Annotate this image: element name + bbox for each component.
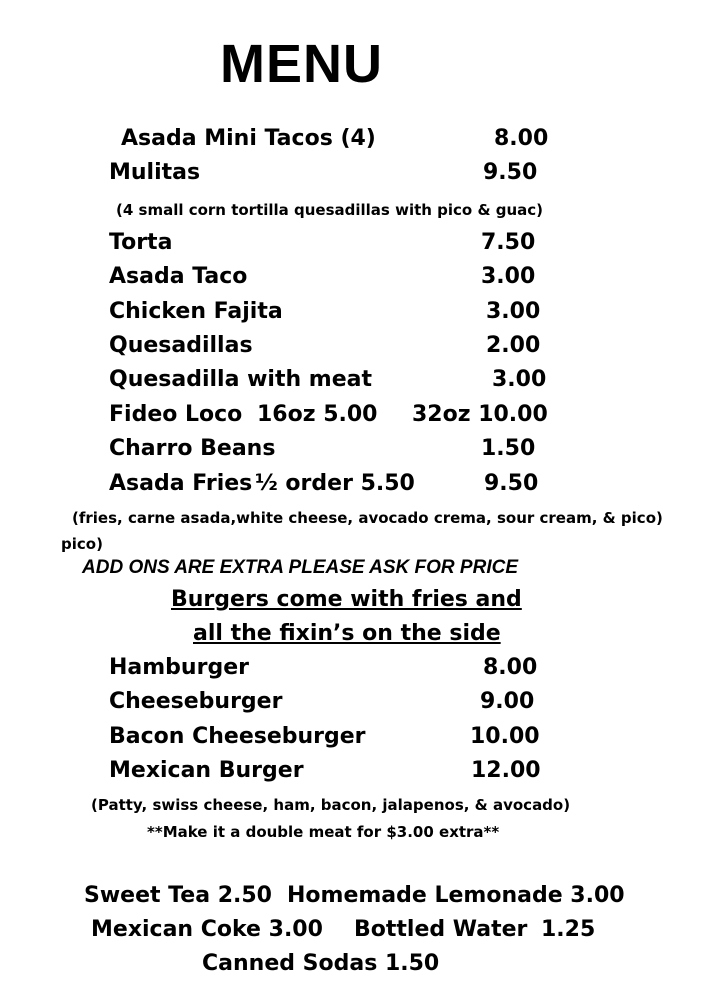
mexican-burger-note: (Patty, swiss cheese, ham, bacon, jalapenos, & avocado) [91, 796, 571, 814]
burger-name: Bacon Cheeseburger [109, 724, 366, 749]
menu-item-name: Quesadillas [109, 333, 253, 358]
menu-item-price: 3.00 [486, 299, 541, 324]
menu-item-price: 2.00 [486, 333, 541, 358]
menu-item-name: Fideo Loco [109, 402, 243, 427]
drink-item: Bottled Water [354, 917, 528, 942]
menu-item-price: 3.00 [481, 264, 536, 289]
menu-item-price: 7.50 [481, 230, 536, 255]
burger-price: 12.00 [471, 758, 541, 783]
menu-item-name: Chicken Fajita [109, 299, 283, 324]
menu-item-price: 1.50 [481, 436, 536, 461]
fideo-small-price: 16oz 5.00 [257, 402, 378, 427]
menu-item-price: 9.50 [484, 471, 539, 496]
fideo-large-price: 32oz 10.00 [412, 402, 548, 427]
menu-item-name: Mulitas [109, 160, 201, 185]
fries-note-overflow: pico) [61, 535, 103, 553]
burger-price: 9.00 [480, 689, 535, 714]
addons-note: ADD ONS ARE EXTRA PLEASE ASK FOR PRICE [82, 557, 518, 578]
double-meat-note: **Make it a double meat for $3.00 extra** [147, 823, 500, 841]
menu-item-price: 3.00 [492, 367, 547, 392]
burger-name: Cheeseburger [109, 689, 283, 714]
menu-item-name: Asada Mini Tacos (4) [121, 126, 376, 151]
drink-item: Sweet Tea 2.50 [84, 883, 272, 908]
burger-name: Mexican Burger [109, 758, 304, 783]
burger-name: Hamburger [109, 655, 249, 680]
fries-note: (fries, carne asada,white cheese, avocado crema, sour cream, & pico) [72, 509, 663, 527]
menu-title: MENU [220, 34, 383, 94]
menu-item-name: Torta [109, 230, 173, 255]
drink-item: Homemade Lemonade 3.00 [287, 883, 625, 908]
burger-price: 10.00 [470, 724, 540, 749]
mulitas-note: (4 small corn tortilla quesadillas with pico & guac) [116, 201, 544, 219]
menu-item-price: 8.00 [494, 126, 549, 151]
drink-price: 1.25 [541, 917, 596, 942]
burgers-heading-line: Burgers come with fries and [171, 587, 522, 612]
half-order-price: ½ order 5.50 [255, 471, 415, 496]
drink-item: Mexican Coke 3.00 [91, 917, 323, 942]
menu-item-name: Quesadilla with meat [109, 367, 373, 392]
menu-item-name: Charro Beans [109, 436, 276, 461]
menu-item-name: Asada Fries [109, 471, 253, 496]
burgers-heading-line: all the fixin’s on the side [193, 621, 501, 646]
burger-price: 8.00 [483, 655, 538, 680]
drink-item: Canned Sodas 1.50 [202, 951, 440, 976]
menu-item-name: Asada Taco [109, 264, 248, 289]
menu-item-price: 9.50 [483, 160, 538, 185]
